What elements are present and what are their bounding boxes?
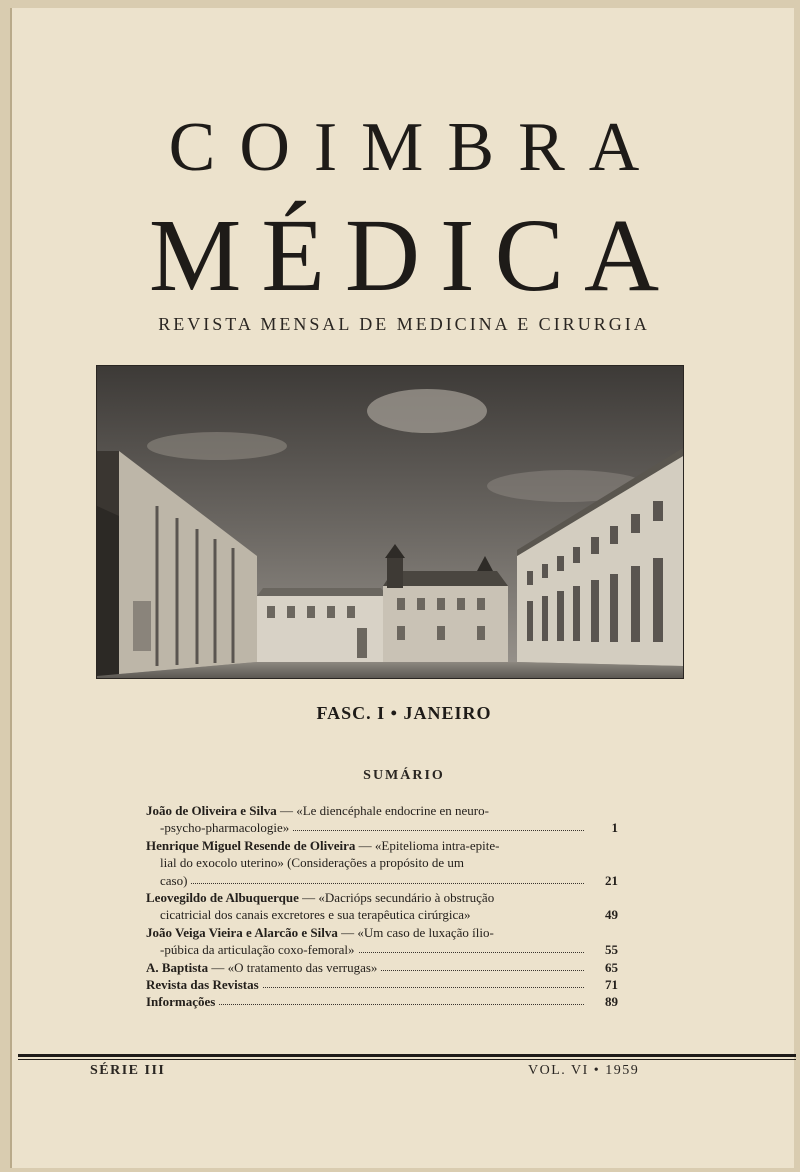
toc-page-number: 21 bbox=[605, 872, 618, 888]
leader-dots bbox=[381, 959, 584, 971]
journal-title-line2: MÉDICA bbox=[148, 198, 680, 313]
toc-line: Leovegildo de Albuquerque — «Dacrióps secundário à obstrução bbox=[146, 890, 495, 906]
table-of-contents bbox=[146, 802, 618, 1011]
volume-label: VOL. VI • 1959 bbox=[528, 1063, 640, 1078]
toc-line: João Veiga Vieira e Alarcão e Silva — «Um caso de luxação ílio- bbox=[146, 924, 494, 940]
toc-page-number: 71 bbox=[605, 977, 618, 993]
leader-dots bbox=[191, 872, 584, 884]
toc-entry bbox=[146, 993, 618, 1010]
toc-page-number: 49 bbox=[605, 907, 618, 923]
toc-entry bbox=[146, 959, 618, 976]
summary-heading: SUMÁRIO bbox=[363, 768, 445, 783]
journal-cover bbox=[10, 8, 794, 1168]
toc-line: Henrique Miguel Resende de Oliveira — «Epitelioma intra-epite- bbox=[146, 837, 500, 853]
toc-author: Leovegildo de Albuquerque bbox=[146, 890, 299, 906]
series-label: SÉRIE III bbox=[90, 1063, 166, 1078]
toc-page-number: 1 bbox=[611, 820, 618, 836]
toc-page-number: 65 bbox=[605, 959, 618, 975]
leader-dots bbox=[293, 819, 584, 831]
toc-line: Informações bbox=[146, 994, 216, 1010]
journal-title-line1: COIMBRA bbox=[168, 109, 664, 186]
toc-line: A. Baptista — «O tratamento das verrugas» bbox=[146, 959, 378, 975]
toc-line: lial do exocolo uterino» (Considerações a propósito de um bbox=[160, 855, 464, 871]
toc-author: A. Baptista bbox=[146, 959, 209, 975]
university-courtyard-illustration bbox=[97, 366, 683, 678]
leader-dots bbox=[359, 941, 584, 953]
footer-rule-thin bbox=[18, 1059, 796, 1060]
toc-page-number: 89 bbox=[605, 994, 618, 1010]
toc-author: Henrique Miguel Resende de Oliveira bbox=[146, 837, 356, 853]
toc-line: cicatricial dos canais excretores e sua terapêutica cirúrgica» bbox=[160, 907, 471, 923]
journal-subtitle: REVISTA MENSAL DE MEDICINA E CIRURGIA bbox=[158, 314, 650, 334]
toc-line: -psycho-pharmacologie» bbox=[160, 820, 290, 836]
toc-entry bbox=[146, 837, 618, 889]
issue-label: FASC. I • JANEIRO bbox=[316, 703, 492, 723]
toc-entry bbox=[146, 889, 618, 924]
toc-line: caso) bbox=[160, 872, 188, 888]
toc-entry bbox=[146, 924, 618, 959]
toc-page-number: 55 bbox=[605, 942, 618, 958]
toc-entry bbox=[146, 802, 618, 837]
toc-line: Revista das Revistas bbox=[146, 977, 259, 993]
leader-dots bbox=[219, 993, 584, 1005]
toc-author: João de Oliveira e Silva bbox=[146, 803, 277, 818]
leader-dots bbox=[263, 976, 584, 988]
toc-line: -púbica da articulação coxo-femoral» bbox=[160, 942, 355, 958]
toc-author: João Veiga Vieira e Alarcão e Silva bbox=[146, 924, 338, 940]
footer-rule-thick bbox=[18, 1054, 796, 1057]
cover-photograph bbox=[96, 365, 684, 679]
toc-line: João de Oliveira e Silva — «Le diencéphale endocrine en neuro- bbox=[146, 803, 489, 818]
toc-entry bbox=[146, 976, 618, 993]
